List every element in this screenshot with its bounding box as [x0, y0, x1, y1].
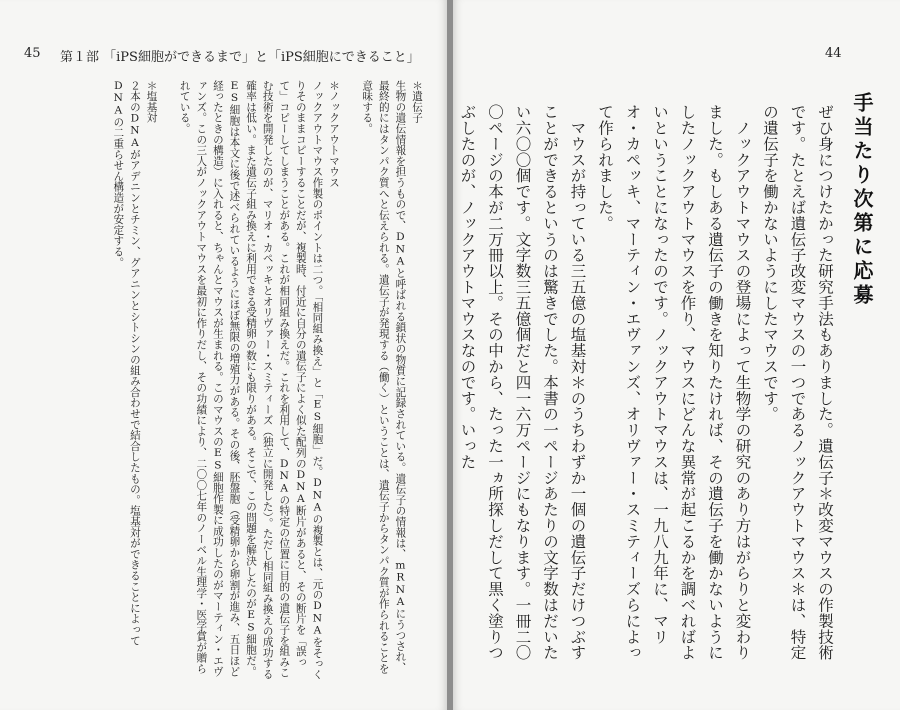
right-page: [453, 0, 900, 710]
left-page: [0, 0, 447, 710]
page-number-right: 44: [825, 46, 842, 61]
section-heading: 手当たり次第に応募: [850, 92, 874, 308]
body-text-column: ぜひ身につけたかった研究手法もありました。遺伝子＊改変マウスの作製技術です。たとえば遺伝子改変マウスの一つであるノックアウトマウス＊は、特定の遺伝子を働かないようにしたマウスです。 ノックアウトマウスの登場によって生物学の研究のあり方はがらりと変わりました。もしある遺伝子の働きを知りたければ、その遺伝子を働かないようにしたノックアウトマウスを作り、マウスにどんな異常が起こるかを調べればよいということになったのです。ノックアウトマウスは、一九八九年に、マリオ・カペッキ、マーティン・エヴァンズ、オリヴァー・スミティーズらによって作られました。 マウスが持っている三五億の塩基対＊のうちわずか一個の遺伝子だけつぶすことができるというのは驚きでした。本書の一ページあたりの文字数はだいたい六〇〇個です。文字数三五億個だと四一六万ページにもなります。一冊二〇〇ページの本が二万冊以上。その中から、たった一ヵ所探しだして黒く塗りつぶしたのが、ノックアウトマウスなのです。いった: [458, 104, 834, 661]
footnotes-column: ＊遺伝子 生物の遺伝情報を担うもので、DNAと呼ばれる鎖状の物質に記録されている。遺伝子の情報は、mRNAにうつされ、最終的にはタンパク質へと伝えられる。遺伝子が発現する（働く）ということは、遺伝子からタンパク質が作られることを意味する。 ＊ノックアウトマウス ノックアウトマウス作製のポイントは二つ。「相同組み換え」と「ES細胞」だ。DNAの複製とは、元のDNAをそっくりそのままコピーすることだが、複製時、付近に自分の遺伝子によく似た配列のDNA断片があると、その断片を「誤って」コピーしてしまうことがある。これが相同組み換えだ。これを利用して、DNAの特定の位置に目的の遺伝子を組みこむ技術を開発したのが、マリオ・カペッキとオリヴァー・スミティーズ（独立に開発した）。ただし相同組み換えの成功する確率は低い。また遺伝子組み換えに利用できる受精卵の数にも限りがある。そこで、この問題を解決したのがES細胞だ。ES細胞は本文に後で述べられているようにほぼ無限の増殖力がある。その後、胚盤胞（受精卵から卵割が進み、五日ほど経ったときの構造）に入れると、ちゃんとマウスが生まれる。このマウスのES細胞作製に成功したのがマーティン・エヴァンズ。この三人がノックアウトマウスを最初に作りだし、その功績により、二〇〇七年のノーベル生理学・医学賞が贈られている。 ＊塩基対 ２本のDNAがアデニンとチミン、グアニンとシトシンの組み合わせで結合したもの。塩基対ができることによってDNAの二重らせん構造が安定する。: [112, 80, 423, 680]
page-number-left: 45: [24, 46, 41, 61]
running-header: 第１部 「iPS細胞ができるまで」と「iPS細胞にできること」: [60, 50, 420, 65]
